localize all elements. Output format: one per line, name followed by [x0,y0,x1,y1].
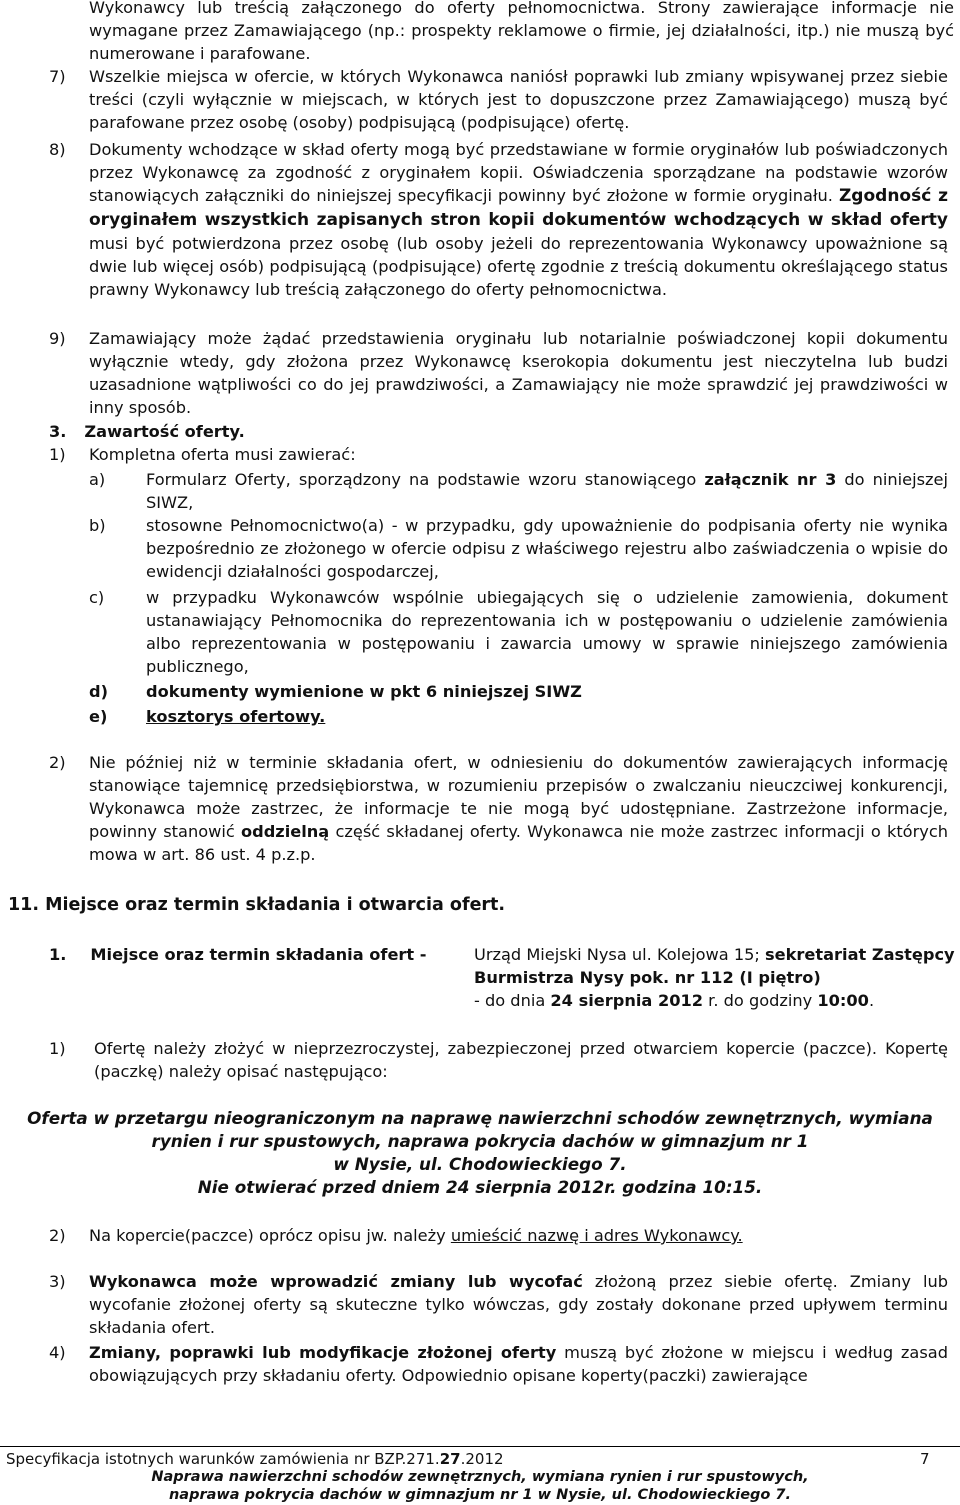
page-number: 7 [920,1450,930,1468]
section-3-heading: 3. Zawartość oferty. [49,422,245,441]
section-11-point-2: 2) Na kopercie(paczce) oprócz opisu jw. należy umieścić nazwę i adres Wykonawcy. [49,1226,743,1245]
list-number: 9) [49,329,66,348]
list-number: 8) [49,140,66,159]
intro-paragraph: Wykonawcy lub treścią załączonego do oferty pełnomocnictwa. Strony zawierające informacje nie wymagane przez Zamawiającego (np.: prospekty reklamowe o firmie, jej działalności, itp.) nie muszą być numerowane i parafowane. [89,0,954,63]
section-11-point-1: 1) Ofertę należy złożyć w nieprzezroczystej, zabezpieczonej przed otwarciem kopercie (paczce). Kopertę (paczkę) należy opisać następująco: [49,1039,948,1081]
page-footer [0,1446,960,1503]
list-item-9: 9) Zamawiający może żądać przedstawienia oryginału lub notarialnie poświadczonej kopii dokumentu wyłącznie wtedy, gdy złożona przez Wykonawcę kserokopia dokumentu jest nieczytelna lub budzi uzasadnione wątpliwości co do jej prawdziwości, a Zamawiający nie może sprawdzić jej prawdziwości w inny sposób. [49,329,948,417]
list-number: 7) [49,67,66,86]
subitem-c: c) w przypadku Wykonawców wspólnie ubiegających się o udzielenie zamowienia, dokument ustanawiający Pełnomocnika do reprezentowania ich w postępowaniu o udzielenie zamówienia albo reprezentowania w postępowaniu i zawarcia umowy w sprawie niniejszego zamówienia publicznego, [89,588,948,676]
list-item-8: 8) Dokumenty wchodzące w skład oferty mogą być przedstawiane w formie oryginałów lub poświadczonych przez Wykonawcę za zgodność z oryginałem kopii. Oświadczenia sporządzane na podstawie wzorów stanowiących załączniki do niniejszej specyfikacji powinny być złożone w formie oryginału. Zgodność z oryginałem wszystkich zapisanych stron kopii dokumentów wchodzących w skład oferty musi być potwierdzona przez osobę (lub osoby jeżeli do reprezentowania Wykonawcy upoważnione są dwie lub więcej osób) podpisującą (podpisujące) ofertę zgodnie z treścią dokumentu określającego status prawny Wykonawcy lub treścią załączonego do oferty pełnomocnictwa. [49,140,948,299]
footer-title: Naprawa nawierzchni schodów zewnętrznych, wymiana rynien i rur spustowych, naprawa pokrycia dachów w gimnazjum nr 1 w Nysie, ul. Chodowieckiego 7. [151,1469,809,1503]
subitem-b: b) stosowne Pełnomocnictwo(a) - w przypadku, gdy upoważnienie do podpisania oferty nie wynika bezpośrednio ze złożonego w ofercie odpisu z właściwego rejestru albo zaświadczenia o wpisie do ewidencji działalności gospodarczej, [89,516,948,581]
list-number: 1) [49,445,66,464]
section-3-item-1: 1) Kompletna oferta musi zawierać: [49,445,356,464]
submission-place-address: Urząd Miejski Nysa ul. Kolejowa 15; sekretariat Zastępcy Burmistrza Nysy pok. nr 112 (I piętro) - do dnia 24 sierpnia 2012 r. do godziny 10:00. [474,945,955,1010]
submission-place-label: 1. Miejsce oraz termin składania ofert - [49,945,427,964]
list-number: 2) [49,1226,66,1245]
list-number: 1) [49,1039,66,1058]
section-11-point-4: 4) Zmiany, poprawki lub modyfikacje złożonej oferty muszą być złożone w miejscu i według zasad obowiązujących przy składaniu oferty. Odpowiednio opisane koperty(paczki) zawierające [49,1343,948,1385]
subitem-e: e) kosztorys ofertowy. [89,707,326,726]
bold-emphasis: Zgodność z oryginałem wszystkich zapisanych stron kopii dokumentów wchodzących w skład oferty [89,186,948,230]
list-number: 4) [49,1343,66,1362]
envelope-label: Oferta w przetargu nieograniczonym na naprawę nawierzchni schodów zewnętrznych, wymiana rynien i rur spustowych, naprawa pokrycia dachów w gimnazjum nr 1 w Nysie, ul. Chodowieckiego 7. Nie otwierać przed dniem 24 sierpnia 2012r. godzina 10:15. [27,1108,933,1197]
section-3-item-2: 2) Nie później niż w terminie składania ofert, w odniesieniu do dokumentów zawierających informację stanowiące tajemnicę przedsiębiorstwa, w rozumieniu przepisów o zwalczaniu nieuczciwej konkurencji, Wykonawca może zastrzec, że informacje te nie mogą być udostępniane. Zastrzeżone informacje, powinny stanowić oddzielną część składanej oferty. Wykonawca nie może zastrzec informacji o których mowa w art. 86 ust. 4 p.z.p. [49,753,948,864]
section-11-heading: 11. Miejsce oraz termin składania i otwarcia ofert. [8,895,506,915]
list-number: 2) [49,753,66,772]
list-item-7: 7) Wszelkie miejsca w ofercie, w których Wykonawca naniósł poprawki lub zmiany wpisywanej przez siebie treści (czyli wyłącznie w miejscach, w których jest to dopuszczone przez Zamawiającego) muszą być parafowane przez osobę (osoby) podpisującą (podpisujące) ofertę. [49,67,948,132]
list-number: 3) [49,1272,66,1291]
subitem-a: a) Formularz Oferty, sporządzony na podstawie wzoru stanowiącego załącznik nr 3 do niniejszej SIWZ, [89,470,948,512]
footer-spec-number: Specyfikacja istotnych warunków zamówienia nr BZP.271.27.2012 [6,1450,504,1468]
subitem-d: d) dokumenty wymienione w pkt 6 niniejszej SIWZ [89,682,582,701]
section-11-point-3: 3) Wykonawca może wprowadzić zmiany lub wycofać złożoną przez siebie ofertę. Zmiany lub wycofanie złożonej oferty są skuteczne tylko wówczas, gdy zostały dokonane przed upływem terminu składania ofert. [49,1272,948,1337]
